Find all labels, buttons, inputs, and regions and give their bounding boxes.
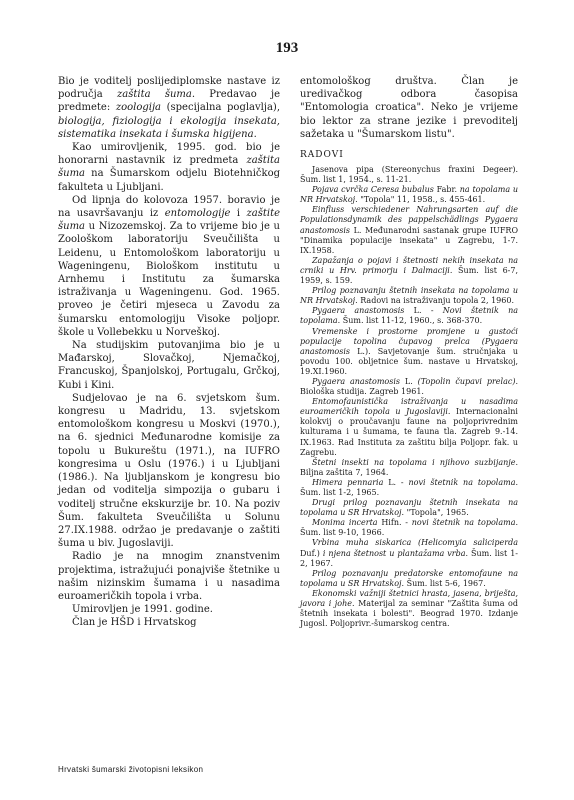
biography-paragraph: Na studijskim putovanjima bio je u Mađarskoj, Slovačkoj, Njemačkoj, Francuskoj, Španjolskoj, Portugalu, Grčkoj, Kubi i Kini. xyxy=(58,340,280,391)
biography-paragraph: Član je HŠD i Hrvatskog xyxy=(72,617,197,629)
page-number: 193 xyxy=(275,40,299,56)
footer-title: Hrvatski šumarski životopisni leksikon xyxy=(58,765,204,774)
work-entry: Drugi prilog poznavanju štetnih insekata na topolama u SR Hrvatskoj. "Topola", 1965. xyxy=(300,498,518,518)
biography-paragraph: Bio je voditelj poslijediplomske nastave iz područja zaštita šuma. Predavao je predmete: zoologija (specijalna poglavlja), biologija, fiziologija i ekologija insekata, sistematika insekata i šumska higijena. xyxy=(58,76,280,140)
work-entry: Monima incerta Hifn. - novi štetnik na topolama. Šum. list 9-10, 1966. xyxy=(300,518,519,538)
work-entry: Ekonomski važniji štetnici hrasta, jasena, briješta, javora i johe. Materijal za seminar "Zaštita šuma od štetnih insekata i bolesti". Beograd 1970. Izdanje Jugosl. Poljoprivr.-šumarskog centra. xyxy=(300,588,518,629)
biography-paragraph: Sudjelovao je na 6. svjetskom šum. kongresu u Madridu, 13. svjetskom entomološkom kongresu u Moskvi (1970.), na 6. sjednici Međunarodne komisije za topolu u Bukureštu (1971.), na IUFRO kongresima u Oslu (1976.) i u Ljubljani (1986.). Na ljubljanskom je kongresu bio jedan od voditelja simpozija o gubaru i voditelj stručne ekskurzije br. 10. Na poziv Šum. fakulteta Sveučilišta u Solunu 27.IX.1988. održao je predavanje o zaštiti šuma u biv. Jugoslaviji. xyxy=(58,392,280,550)
biography-paragraph: Radio je na mnogim znanstvenim projektima, istražujući ponajviše štetnike u našim nizinskim šumama i u nasadima euroameričkih topola i vrba. xyxy=(58,551,280,602)
work-entry: Prilog poznavanju štetnih insekata na topolama u NR Hrvatskoj. Radovi na istraživanju topola 2, 1960. xyxy=(300,286,518,306)
work-entry: Jasenova pipa (Stereonychus fraxini Degeer). Šum. list 1, 1954., s. 11-21. xyxy=(300,165,518,185)
right-column xyxy=(300,75,518,629)
works-list xyxy=(300,165,518,629)
biography-continuation: entomološkog društva. Član je uredivačkog odbora časopisa "Entomologia croatica". Neko je vrijeme bio lektor za strane jezike i prevoditelj sažetaka u "Šumarskom listu". xyxy=(300,76,518,140)
work-entry: Vrbina muha siskarica (Helicomyia saliciperda Duf.) i njena štetnost u plantažama vrba. Šum. list 1-2, 1967. xyxy=(300,538,518,568)
work-entry: Zapažanja o pojavi i štetnosti nekih insekata na crniki u Hrv. primorju i Dalmaciji. Šum. list 6-7, 1959, s. 159. xyxy=(300,255,518,286)
work-entry: Einfluss verschiedener Nahrungsarten auf die Populationsdynamik des pappelschädlings Pygaera anastomosis L. Međunarodni sastanak grupe IUFRO "Dinamika populacije insekata" u Zagrebu, 1-7. IX.1958. xyxy=(300,205,518,255)
work-entry: Vremenske i prostorne promjene u gustoći populacije topolina čupavog prelca (Pygaera anastomosis L.). Savjetovanje šum. stručnjaka u povodu 100. obljetnice šum. nastave u Hrvatskoj, 19.XI.1960. xyxy=(300,326,518,376)
work-entry: Prilog poznavanju predatorske entomofaune na topolama u SR Hrvatskoj. Šum. list 5-6, 1967. xyxy=(300,568,518,588)
work-entry: Pygaera anastomosis L. (Topolin čupavi prelac). Biološka studija. Zagreb 1961. xyxy=(300,376,518,397)
works-heading: RADOVI xyxy=(300,150,344,161)
work-entry: Štetni insekti na topolama i njihovo suzbijanje. Biljna zaštita 7, 1964. xyxy=(300,457,518,477)
left-column xyxy=(58,75,280,630)
work-entry: Pojava cvrčka Ceresa bubalus Fabr. na topolama u NR Hrvatskoj. "Topola" 11, 1958., s. 455-461. xyxy=(300,185,519,205)
biography-paragraph: Umirovljen je 1991. godine. xyxy=(72,604,213,616)
work-entry: Entomofaunistička istraživanja u nasadima euroameričkih topola u Jugoslaviji. Internacionalni kolokvij o proučavanju faune na poljoprivrednim kulturama i u šumama, te fauna tla. Zagreb 9.-14. IX.1963. Rad Instituta za zaštitu bilja Poljopr. fak. u Zagrebu. xyxy=(300,397,518,457)
biography-paragraph: Kao umirovljenik, 1995. god. bio je honorarni nastavnik iz predmeta zaštita šuma na Šumarskom odjelu Biotehničkog fakulteta u Ljubljani. xyxy=(58,142,280,193)
work-entry: Himera pennaria L. - novi štetnik na topolama. Šum. list 1-2, 1965. xyxy=(300,477,519,498)
work-entry: Pygaera anastomosis L. - Novi štetnik na topolama. Šum. list 11-12, 1960., s. 368-370. xyxy=(300,306,518,326)
biography-paragraph: Od lipnja do kolovoza 1957. boravio je na usavršavanju iz entomologije i zaštite šuma u Nizozemskoj. Za to vrijeme bio je u Zoološkom laboratoriju Sveučilišta u Leidenu, u Entomološkom laboratoriju u Wageningenu, Biološkom institutu u Arnhemu i Institutu za šumarska istraživanja u Wageningenu. God. 1965. proveo je četiri mjeseca u Zavodu za šumarsku entomologiju Visoke poljopr. škole u Vollebekku u Norveškoj. xyxy=(58,194,280,338)
